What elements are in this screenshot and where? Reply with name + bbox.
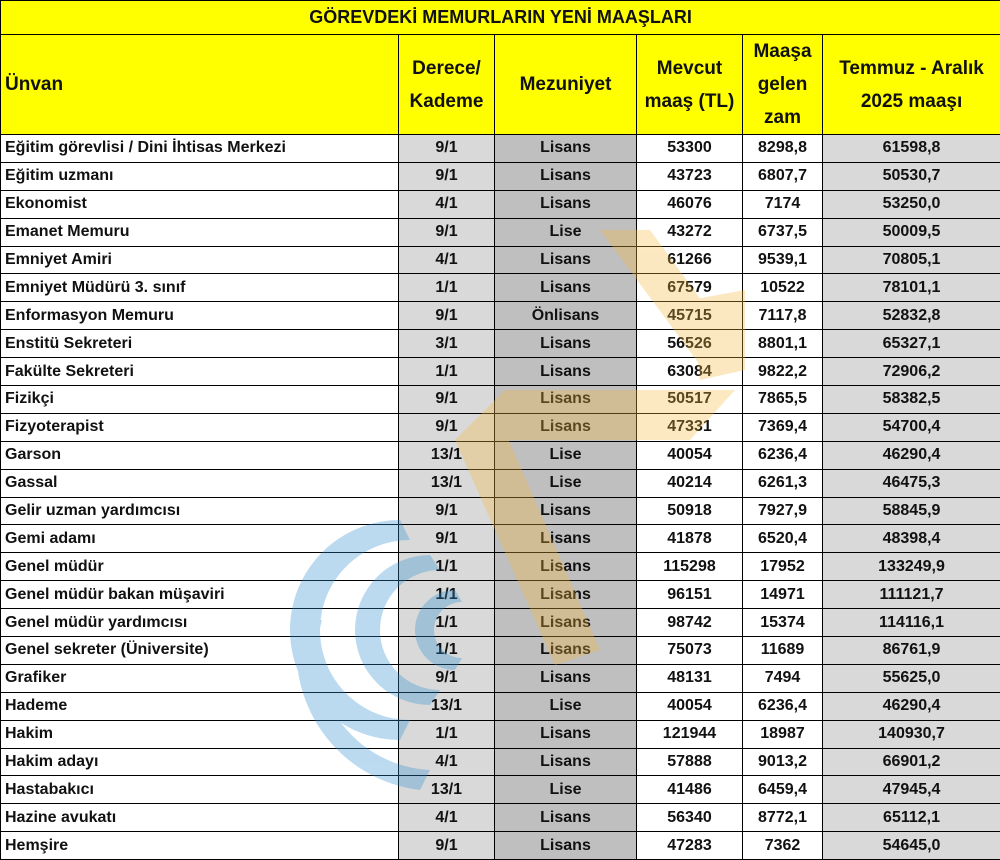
cell-current-salary: 53300 [637,135,743,163]
cell-title: Fakülte Sekreteri [1,358,399,386]
header-current-salary: Mevcut maaş (TL) [637,35,743,135]
cell-education: Önlisans [495,302,637,330]
cell-raise: 14971 [743,581,823,609]
cell-raise: 6807,7 [743,162,823,190]
cell-grade: 4/1 [399,804,495,832]
cell-education: Lisans [495,190,637,218]
cell-raise: 7174 [743,190,823,218]
cell-new-salary: 54700,4 [823,413,1000,441]
table-row [1,135,1000,163]
table-row [1,692,1000,720]
cell-title: Grafiker [1,664,399,692]
cell-current-salary: 40054 [637,692,743,720]
cell-raise: 17952 [743,553,823,581]
cell-grade: 4/1 [399,190,495,218]
table-row [1,832,1000,860]
cell-new-salary: 70805,1 [823,246,1000,274]
cell-grade: 4/1 [399,748,495,776]
cell-title: Genel müdür [1,553,399,581]
cell-raise: 18987 [743,720,823,748]
cell-title: Enstitü Sekreteri [1,330,399,358]
cell-title: Emanet Memuru [1,218,399,246]
cell-new-salary: 65327,1 [823,330,1000,358]
cell-title: Hazine avukatı [1,804,399,832]
cell-new-salary: 65112,1 [823,804,1000,832]
cell-current-salary: 43723 [637,162,743,190]
cell-grade: 13/1 [399,469,495,497]
table-row [1,469,1000,497]
cell-title: Hakim [1,720,399,748]
cell-education: Lisans [495,497,637,525]
cell-title: Hademe [1,692,399,720]
cell-grade: 3/1 [399,330,495,358]
cell-title: Fizyoterapist [1,413,399,441]
cell-current-salary: 56340 [637,804,743,832]
cell-grade: 13/1 [399,692,495,720]
cell-title: Genel sekreter (Üniversite) [1,637,399,665]
cell-grade: 9/1 [399,413,495,441]
cell-new-salary: 78101,1 [823,274,1000,302]
cell-education: Lisans [495,135,637,163]
cell-current-salary: 46076 [637,190,743,218]
cell-new-salary: 140930,7 [823,720,1000,748]
cell-current-salary: 48131 [637,664,743,692]
cell-education: Lisans [495,246,637,274]
table-row [1,637,1000,665]
cell-new-salary: 50530,7 [823,162,1000,190]
cell-education: Lisans [495,162,637,190]
cell-education: Lisans [495,804,637,832]
table-row [1,441,1000,469]
cell-current-salary: 47283 [637,832,743,860]
cell-education: Lisans [495,358,637,386]
cell-new-salary: 53250,0 [823,190,1000,218]
cell-grade: 9/1 [399,162,495,190]
cell-new-salary: 58845,9 [823,497,1000,525]
cell-title: Hastabakıcı [1,776,399,804]
cell-raise: 7362 [743,832,823,860]
table-row [1,748,1000,776]
cell-new-salary: 66901,2 [823,748,1000,776]
cell-raise: 11689 [743,637,823,665]
table-row [1,162,1000,190]
cell-raise: 6737,5 [743,218,823,246]
cell-current-salary: 40054 [637,441,743,469]
cell-current-salary: 43272 [637,218,743,246]
table-row [1,776,1000,804]
cell-raise: 7494 [743,664,823,692]
cell-education: Lisans [495,553,637,581]
cell-raise: 7865,5 [743,386,823,414]
cell-new-salary: 46475,3 [823,469,1000,497]
cell-education: Lise [495,776,637,804]
cell-new-salary: 47945,4 [823,776,1000,804]
cell-new-salary: 114116,1 [823,609,1000,637]
cell-grade: 1/1 [399,609,495,637]
cell-current-salary: 45715 [637,302,743,330]
table-body [1,135,1000,860]
cell-grade: 9/1 [399,525,495,553]
cell-current-salary: 61266 [637,246,743,274]
cell-current-salary: 75073 [637,637,743,665]
cell-title: Hemşire [1,832,399,860]
cell-new-salary: 54645,0 [823,832,1000,860]
cell-title: Eğitim uzmanı [1,162,399,190]
cell-new-salary: 46290,4 [823,692,1000,720]
cell-raise: 6520,4 [743,525,823,553]
cell-title: Gemi adamı [1,525,399,553]
cell-current-salary: 56526 [637,330,743,358]
table-row [1,497,1000,525]
cell-education: Lisans [495,664,637,692]
table-title: GÖREVDEKİ MEMURLARIN YENİ MAAŞLARI [1,1,1000,35]
cell-title: Gelir uzman yardımcısı [1,497,399,525]
table-row [1,720,1000,748]
table-row [1,302,1000,330]
cell-grade: 1/1 [399,274,495,302]
cell-grade: 9/1 [399,386,495,414]
cell-current-salary: 50918 [637,497,743,525]
cell-current-salary: 47331 [637,413,743,441]
header-title: Ünvan [1,35,399,135]
cell-new-salary: 133249,9 [823,553,1000,581]
table-row [1,274,1000,302]
cell-raise: 6236,4 [743,441,823,469]
cell-grade: 1/1 [399,581,495,609]
cell-education: Lisans [495,748,637,776]
table-row [1,218,1000,246]
cell-education: Lisans [495,720,637,748]
cell-raise: 6261,3 [743,469,823,497]
header-grade: Derece/ Kademe [399,35,495,135]
cell-grade: 9/1 [399,302,495,330]
cell-raise: 9822,2 [743,358,823,386]
cell-current-salary: 96151 [637,581,743,609]
cell-grade: 9/1 [399,664,495,692]
cell-grade: 13/1 [399,441,495,469]
cell-current-salary: 41878 [637,525,743,553]
cell-grade: 9/1 [399,497,495,525]
table-row [1,413,1000,441]
cell-title: Genel müdür bakan müşaviri [1,581,399,609]
table-row [1,358,1000,386]
cell-grade: 1/1 [399,637,495,665]
cell-raise: 8772,1 [743,804,823,832]
cell-education: Lisans [495,413,637,441]
table-header-row [1,35,1000,135]
table-row [1,553,1000,581]
cell-raise: 15374 [743,609,823,637]
header-education: Mezuniyet [495,35,637,135]
cell-raise: 8298,8 [743,135,823,163]
cell-current-salary: 50517 [637,386,743,414]
cell-raise: 7927,9 [743,497,823,525]
cell-grade: 13/1 [399,776,495,804]
cell-grade: 1/1 [399,720,495,748]
cell-grade: 9/1 [399,218,495,246]
cell-education: Lise [495,441,637,469]
cell-new-salary: 72906,2 [823,358,1000,386]
table-title-row [1,1,1000,35]
table-row [1,609,1000,637]
cell-raise: 6459,4 [743,776,823,804]
cell-new-salary: 52832,8 [823,302,1000,330]
cell-education: Lise [495,692,637,720]
cell-new-salary: 86761,9 [823,637,1000,665]
cell-new-salary: 55625,0 [823,664,1000,692]
cell-new-salary: 58382,5 [823,386,1000,414]
cell-education: Lise [495,469,637,497]
cell-education: Lisans [495,832,637,860]
cell-raise: 6236,4 [743,692,823,720]
cell-education: Lisans [495,637,637,665]
cell-grade: 1/1 [399,553,495,581]
cell-title: Emniyet Müdürü 3. sınıf [1,274,399,302]
cell-new-salary: 46290,4 [823,441,1000,469]
table-row [1,804,1000,832]
header-raise: Maaşa gelen zam [743,35,823,135]
table-row [1,330,1000,358]
table-row [1,190,1000,218]
cell-raise: 10522 [743,274,823,302]
table-row [1,664,1000,692]
cell-education: Lisans [495,386,637,414]
cell-current-salary: 121944 [637,720,743,748]
cell-raise: 9539,1 [743,246,823,274]
cell-new-salary: 48398,4 [823,525,1000,553]
table-row [1,386,1000,414]
cell-current-salary: 40214 [637,469,743,497]
cell-title: Emniyet Amiri [1,246,399,274]
cell-education: Lise [495,218,637,246]
cell-education: Lisans [495,609,637,637]
cell-title: Gassal [1,469,399,497]
cell-new-salary: 111121,7 [823,581,1000,609]
table-row [1,246,1000,274]
table-row [1,581,1000,609]
cell-current-salary: 63084 [637,358,743,386]
cell-title: Enformasyon Memuru [1,302,399,330]
cell-title: Fizikçi [1,386,399,414]
cell-current-salary: 115298 [637,553,743,581]
cell-title: Hakim adayı [1,748,399,776]
cell-title: Ekonomist [1,190,399,218]
cell-grade: 4/1 [399,246,495,274]
cell-education: Lisans [495,581,637,609]
cell-raise: 9013,2 [743,748,823,776]
cell-raise: 7369,4 [743,413,823,441]
cell-new-salary: 50009,5 [823,218,1000,246]
cell-raise: 7117,8 [743,302,823,330]
cell-new-salary: 61598,8 [823,135,1000,163]
cell-grade: 9/1 [399,135,495,163]
cell-education: Lisans [495,330,637,358]
cell-current-salary: 98742 [637,609,743,637]
table-row [1,525,1000,553]
cell-grade: 1/1 [399,358,495,386]
cell-title: Garson [1,441,399,469]
cell-title: Eğitim görevlisi / Dini İhtisas Merkezi [1,135,399,163]
cell-current-salary: 41486 [637,776,743,804]
cell-education: Lisans [495,274,637,302]
cell-current-salary: 57888 [637,748,743,776]
header-new-salary: Temmuz - Aralık 2025 maaşı [823,35,1000,135]
cell-raise: 8801,1 [743,330,823,358]
cell-current-salary: 67579 [637,274,743,302]
cell-education: Lisans [495,525,637,553]
cell-title: Genel müdür yardımcısı [1,609,399,637]
cell-grade: 9/1 [399,832,495,860]
